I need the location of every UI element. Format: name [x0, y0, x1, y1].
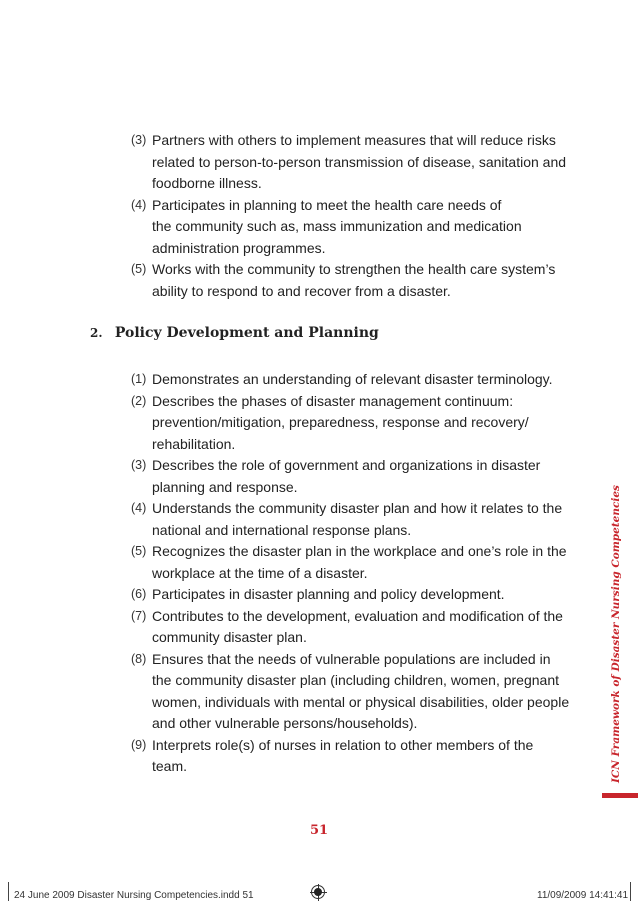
- item-number: (8): [131, 651, 147, 666]
- item-text-line: Understands the community disaster plan and how it relates to the: [152, 500, 563, 516]
- registration-mark-center: [314, 888, 322, 896]
- item-text-line: Works with the community to strengthen the health care system’s: [152, 261, 556, 277]
- item-text-line: Participates in planning to meet the health care needs of: [152, 196, 502, 213]
- item-text-line: Interprets role(s) of nurses in relation to other members of the: [152, 736, 534, 753]
- item-text-line: Demonstrates an understanding of relevant disaster terminology.: [152, 371, 553, 387]
- item-text-line: rehabilitation.: [152, 435, 236, 452]
- item-number: (4): [131, 197, 147, 212]
- item-text-line: and other vulnerable persons/households).: [152, 715, 418, 731]
- item-number: (1): [131, 372, 147, 386]
- item-text-line: Recognizes the disaster plan in the workplace and one’s role in the: [152, 543, 567, 559]
- item-number: (3): [131, 458, 147, 472]
- crop-mark-left: [8, 882, 9, 901]
- item-number: (4): [131, 501, 147, 515]
- item-text-line: Ensures that the needs of vulnerable populations are included in: [152, 650, 551, 667]
- section-heading: [90, 325, 379, 341]
- item-text-line: team.: [152, 758, 188, 774]
- item-number: (5): [131, 262, 147, 276]
- item-text-line: foodborne illness.: [152, 175, 262, 191]
- item-number: (7): [131, 608, 147, 623]
- item-text-line: Describes the phases of disaster management continuum:: [152, 392, 514, 409]
- page-number: 51: [309, 823, 329, 838]
- item-text-line: women, individuals with mental or physical disabilities, older people: [152, 693, 570, 710]
- item-text-line: the community disaster plan (including children, women, pregnant: [152, 672, 559, 688]
- item-number: (6): [131, 587, 147, 601]
- footer-timestamp: 11/09/2009 14:41:41: [537, 890, 629, 901]
- side-accent-bar: [602, 793, 638, 798]
- item-text-line: related to person-to-person transmission of disease, sanitation and: [152, 153, 567, 170]
- item-text-line: administration programmes.: [152, 239, 326, 256]
- item-text-line: Participates in disaster planning and policy development.: [152, 586, 505, 602]
- item-number: (2): [131, 393, 147, 408]
- section-number: 2.: [90, 326, 103, 340]
- item-text-line: ability to respond to and recover from a disaster.: [152, 282, 451, 299]
- footer-filename: 24 June 2009 Disaster Nursing Competencies.indd 51: [14, 890, 254, 901]
- item-text-line: the community such as, mass immunization and medication: [152, 218, 522, 234]
- item-text-line: Partners with others to implement measures that will reduce risks: [152, 132, 556, 148]
- section-title: Policy Development and Planning: [114, 325, 379, 341]
- item-text-line: planning and response.: [152, 478, 298, 495]
- item-text-line: workplace at the time of a disaster.: [152, 564, 368, 581]
- item-text-line: community disaster plan.: [152, 629, 307, 645]
- crop-mark-right: [630, 882, 631, 901]
- item-text-line: prevention/mitigation, preparedness, response and recovery/: [152, 414, 529, 430]
- item-text-line: national and international response plans.: [152, 521, 412, 538]
- item-number: (3): [131, 133, 147, 147]
- item-text-line: Contributes to the development, evaluation and modification of the: [152, 607, 563, 624]
- item-number: (5): [131, 544, 147, 558]
- item-number: (9): [131, 737, 147, 752]
- side-running-title: ICN Framework of Disaster Nursing Competencies: [610, 485, 622, 783]
- item-text-line: Describes the role of government and organizations in disaster: [152, 457, 541, 473]
